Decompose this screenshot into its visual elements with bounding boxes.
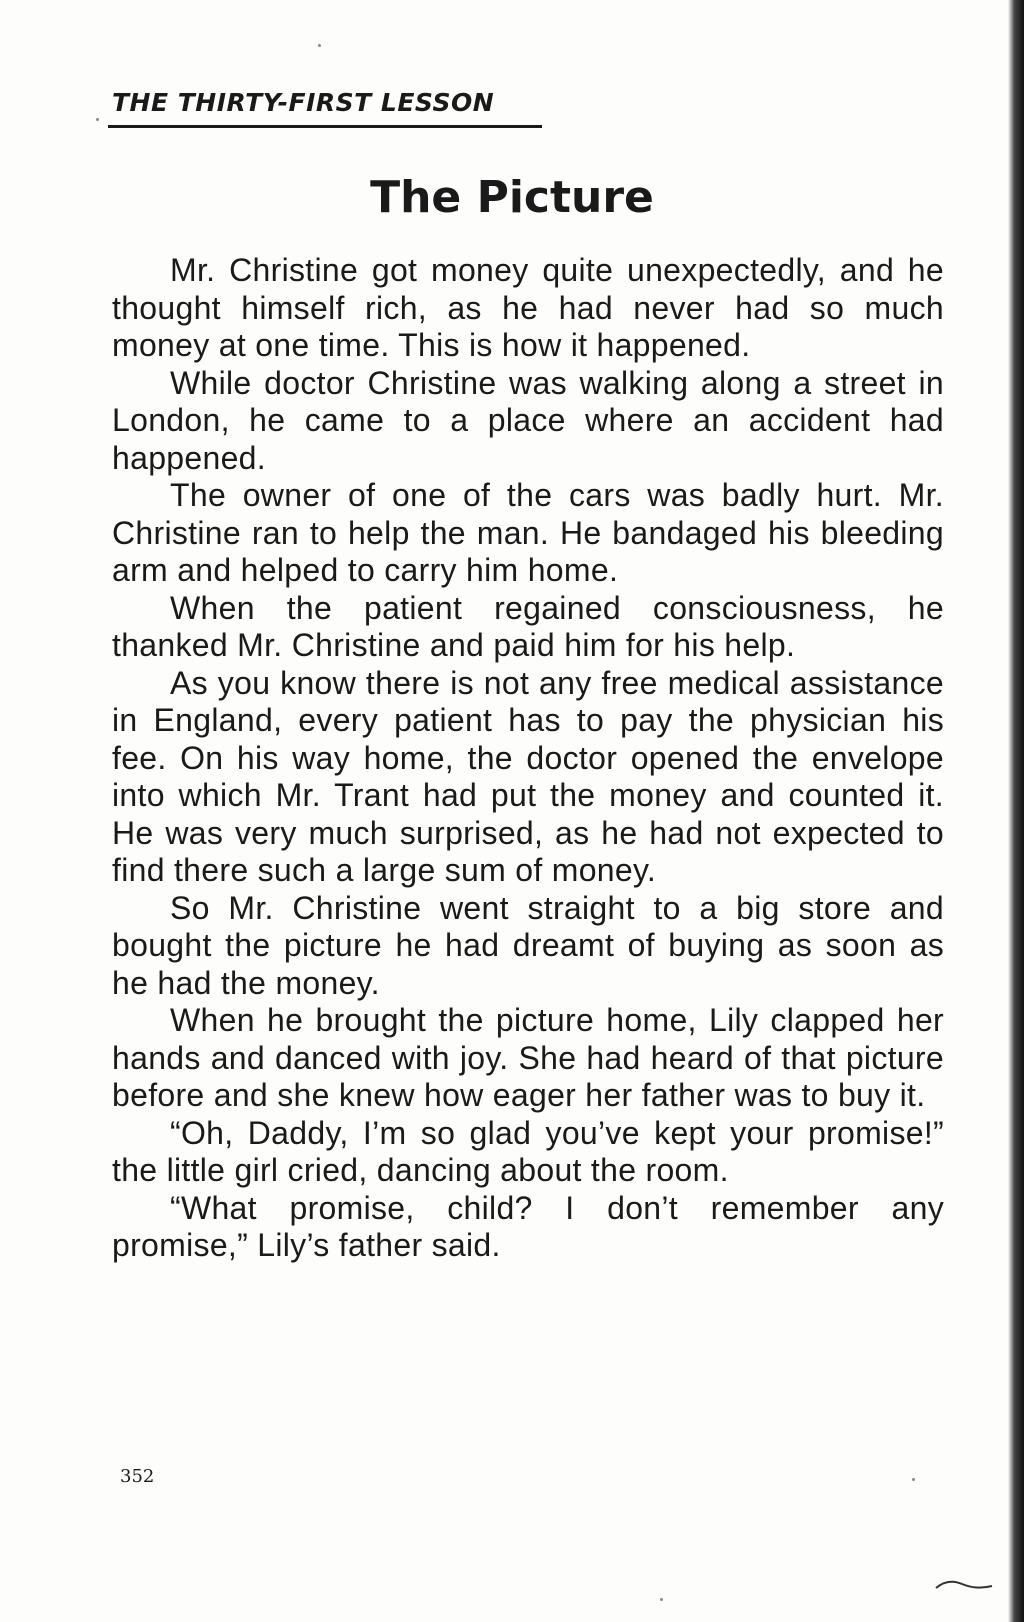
paragraph-4: When the patient regained consciousness, he thanked Mr. Christine and paid him for his help. [112, 589, 944, 663]
page-title: The Picture [370, 172, 654, 223]
scan-speck [96, 118, 99, 121]
scan-mark-icon [934, 1574, 994, 1594]
binding-edge [1008, 0, 1024, 1622]
paragraph-9: “What promise, child? I don’t remember any promise,” Lily’s father said. [112, 1189, 944, 1263]
page-number: 352 [120, 1466, 155, 1487]
paragraph-8: “Oh, Daddy, I’m so glad you’ve kept your promise!” the little girl cried, dancing about the room. [112, 1114, 944, 1188]
scan-speck [912, 1478, 915, 1481]
lesson-header: THE THIRTY-FIRST LESSON [108, 88, 542, 128]
paragraph-5: As you know there is not any free medical assistance in England, every patient has to pay the physician his fee. On his way home, the doctor opened the envelope into which Mr. Trant had put the money and counted it. He was very much surprised, as he had not expected to find there such a large sum of money. [112, 664, 944, 888]
paragraph-7: When he brought the picture home, Lily clapped her hands and danced with joy. She had heard of that picture before and she knew how eager her father was to buy it. [112, 1002, 944, 1113]
scan-speck [660, 1598, 663, 1601]
paragraph-1: Mr. Christine got money quite unexpectedly, and he thought himself rich, as he had never had so much money at one time. This is how it happened. [112, 252, 944, 363]
paragraph-3: The owner of one of the cars was badly hurt. Mr. Christine ran to help the man. He bandaged his bleeding arm and helped to carry him home. [112, 477, 944, 588]
body-text [112, 252, 944, 1265]
scan-speck [318, 44, 321, 47]
paragraph-2: While doctor Christine was walking along a street in London, he came to a place where an accident had happened. [112, 364, 944, 476]
paragraph-6: So Mr. Christine went straight to a big store and bought the picture he had dreamt of buying as soon as he had the money. [112, 889, 944, 1001]
